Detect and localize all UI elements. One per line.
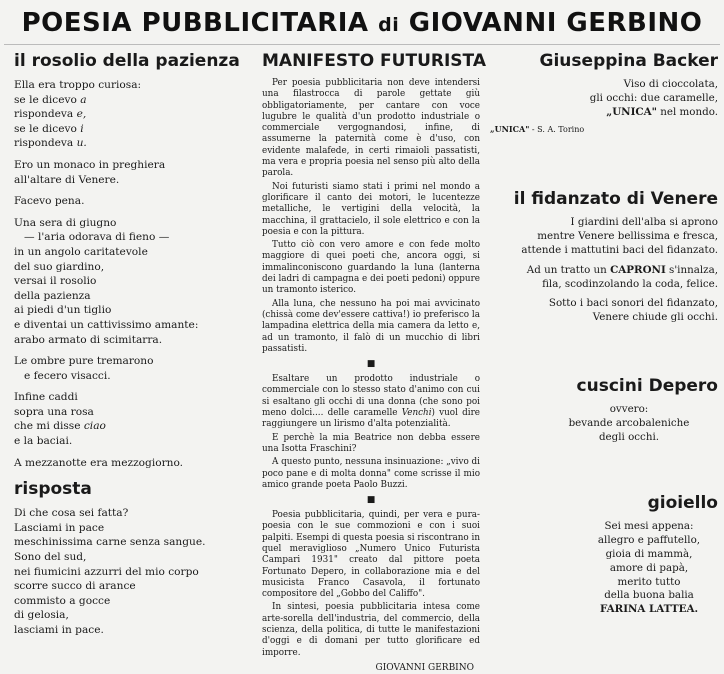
verse-text: nel mondo. — [656, 105, 718, 118]
verse-line: meschinissima carne senza sangue. — [14, 536, 206, 549]
stanza — [14, 158, 252, 187]
brand-credit-text: - S. A. Torino — [529, 125, 585, 135]
paragraph: Noi futuristi siamo stati i primi nel mondo a glorificare il canto dei motori, le lucentezze metalliche, le vertigini della velocità, la macchina, il grattacielo, il sole elettrico e con la poesia e con la pittura. — [262, 181, 480, 237]
verse-line: attende i mattutini baci del fidanzato. — [521, 243, 718, 256]
verse-line: bevande arcobaleniche — [568, 416, 690, 429]
verse-line: ovvero: — [609, 402, 649, 415]
verse-italic: e, — [76, 108, 87, 121]
verse-line: gli occhi: due caramelle, — [589, 91, 718, 104]
verse-line: Sei mesi appena: — [604, 520, 694, 533]
brand-credit-name: „UNICA" — [490, 124, 530, 135]
verse-line: Viso di cioccolata, — [623, 78, 718, 90]
verse-italic: a — [80, 93, 87, 106]
verse-line: e diventai un cattivissimo amante: — [14, 318, 199, 331]
verse-line: scorre succo di arance — [14, 580, 136, 593]
verse-line: Infine caddi — [14, 391, 78, 404]
brand-name: CAPRONI — [610, 263, 666, 276]
verse-line: Sono del sud, — [14, 551, 87, 564]
verse-line: commisto a gocce — [14, 594, 111, 607]
verse-italic: i — [80, 122, 84, 135]
brand-name: FARINA LATTEA. — [599, 603, 699, 616]
stanza — [14, 194, 252, 209]
stanza — [14, 390, 252, 448]
signature: GIOVANNI GERBINO — [375, 662, 474, 673]
verse-line: amore di papà, — [609, 561, 689, 574]
verse-line: Ero un monaco in preghiera — [14, 158, 166, 171]
paragraph: A questo punto, nessuna insinuazione: „vivo di poco pane e di molta donna" come scrisse il mio amico grande poeta Paolo Buzzi. — [262, 457, 480, 490]
poem-title-backer: Giuseppina Backer — [539, 51, 718, 71]
verse-text: rispondeva — [14, 108, 77, 121]
verse-line: A mezzanotte era mezzogiorno. — [14, 456, 184, 469]
verse-line — [490, 264, 718, 278]
verse-line — [14, 107, 252, 122]
verse-italic: u. — [76, 137, 87, 150]
paragraph: Tutto ciò con vero amore e con fede molto maggiore di quei poeti che, ancora oggi, si immalinconiscono guardando la luna (lanterna dei ladri di campagna e dei poeti pedoni) oppure un tramonto isterico. — [262, 240, 480, 296]
brand-credit — [490, 123, 718, 136]
verse-line — [14, 93, 252, 108]
paragraph: Per poesia pubblicitaria non deve intendersi una filastrocca di parole gettate giù obbligatoriamente, per cantare con voce lugubre le qualità d'un prodotto industriale o commerciale vergognandosi, infine, di assumerne la paternità come è d'uso, con evidente malafede, in certi rimaioli passatisti, ma vera e propria poesia nel senso più alto della parola. — [262, 78, 480, 179]
verse-line: versai il rosolio — [14, 275, 97, 288]
paragraph — [262, 374, 480, 430]
title-part-1: POESIA PUBBLICITARIA — [21, 8, 369, 38]
stanza — [540, 403, 718, 444]
poem-title-rosolio: il rosolio della pazienza — [14, 51, 240, 71]
verse-line: lasciami in pace. — [14, 624, 104, 636]
page-title — [6, 6, 718, 40]
verse-line: Sotto i baci sonori del fidanzato, — [548, 297, 718, 310]
verse-line — [14, 136, 252, 151]
verse-line: fila, scodinzolando la coda, felice. — [542, 277, 718, 290]
verse-line: degli occhi. — [598, 430, 660, 443]
verse-text: che mi disse — [14, 420, 84, 433]
verse-line: Le ombre pure tremarono — [14, 355, 154, 368]
verse-line: Di che cosa sei fatta? — [14, 507, 129, 520]
title-rule — [4, 44, 720, 45]
verse-line: Lasciami in pace — [14, 521, 105, 534]
stanza — [14, 78, 252, 151]
section-separator: ■ — [366, 359, 376, 370]
poem-rosolio — [14, 78, 252, 470]
verse-line — [14, 122, 252, 137]
verse-line: di gelosia, — [14, 609, 69, 622]
verse-line: mentre Venere bellissima e fresca, — [537, 230, 718, 243]
verse-text: rispondeva — [14, 137, 77, 150]
paragraph: Poesia pubblicitaria, quindi, per vera e pura-poesia con le sue commozioni e con i suoi palpiti. Esempi di questa poesia si riscontrano in quel meraviglioso „Numero Unico Futurista Campari 1931" creato dal pittore poeta Fortunato Depero, in collaborazione mia e del musicista Franco Casavola, il fortunato compositore del „Gobbo del Califfo". — [262, 510, 480, 600]
poem-risposta — [14, 506, 252, 637]
verse-line: Venere chiude gli occhi. — [592, 311, 718, 324]
poem-backer — [490, 78, 718, 119]
verse-line: sopra una rosa — [14, 405, 94, 418]
poem-title-risposta: risposta — [14, 479, 92, 500]
verse-line: nei fiumicini azzurri del mio corpo — [14, 565, 199, 578]
stanza — [580, 520, 718, 617]
left-column — [14, 50, 252, 645]
stanza — [490, 264, 718, 292]
verse-line: del suo giardino, — [14, 260, 105, 273]
verse-text: se le dicevo — [14, 93, 81, 106]
stanza — [14, 354, 252, 383]
poem-title-gioiello: gioiello — [647, 493, 718, 514]
stanza — [490, 216, 718, 257]
verse-line: — l'aria odorava di fieno — — [24, 231, 170, 244]
stanza — [14, 216, 252, 347]
poem-title-fidanzato: il fidanzato di Venere — [513, 189, 718, 210]
verse-text: se le dicevo — [14, 122, 81, 135]
stanza — [490, 78, 718, 119]
verse-line: I giardini dell'alba si aprono — [570, 216, 718, 229]
verse-text: Ad un tratto un — [526, 263, 611, 276]
poem-fidanzato — [490, 216, 718, 325]
stanza — [14, 506, 252, 637]
verse-line: allegro e paffutello, — [597, 534, 701, 547]
manifesto-title: MANIFESTO FUTURISTA — [262, 51, 486, 71]
verse-line: merito tutto — [617, 575, 681, 588]
verse-line — [14, 419, 252, 434]
brand-name: „UNICA" — [606, 105, 657, 118]
verse-line: ai piedi d'un tiglio — [14, 304, 112, 317]
verse-line: Una sera di giugno — [14, 216, 117, 229]
verse-italic: ciao — [83, 420, 106, 433]
paragraph: Alla luna, che nessuno ha poi mai avvicinato (chissà come dev'essere cattiva!) io preferisco la lampadina elettrica della mia camera da letto e, ad un tramonto, il falò di un mucchio di libri passatisti. — [262, 298, 480, 354]
title-part-2: GIOVANNI GERBINO — [408, 8, 703, 38]
manifesto-text — [262, 78, 480, 674]
right-column — [490, 50, 718, 623]
paragraph: E perchè la mia Beatrice non debba essere una Isotta Fraschini? — [262, 432, 480, 454]
paragraph-text: Esaltare un prodotto industriale o commerciale con lo stesso stato d'animo con cui si esaltano gli occhi di una donna (che sono poi meno dolci.... delle caramelle — [262, 374, 480, 419]
poem-gioiello — [490, 520, 718, 617]
verse-line: gioia di mammà, — [605, 547, 693, 560]
verse-line: arabo armato di scimitarra. — [14, 333, 163, 346]
verse-line: Ella era troppo curiosa: — [14, 79, 142, 91]
verse-line: Facevo pena. — [14, 195, 85, 208]
stanza — [490, 297, 718, 325]
paragraph-italic: Venchi — [401, 408, 432, 419]
middle-column — [262, 50, 486, 674]
poem-cuscini — [490, 403, 718, 444]
section-separator: ■ — [366, 495, 376, 506]
verse-line: e la baciai. — [14, 435, 73, 448]
poem-title-cuscini: cuscini Depero — [576, 375, 718, 396]
verse-line: e fecero visacci. — [24, 369, 111, 382]
verse-line: all'altare di Venere. — [14, 173, 120, 186]
verse-line: della buona balia — [604, 589, 694, 602]
verse-line — [490, 106, 718, 120]
paragraph-text: ) vuol dire raggiungere un lirismo d'alta potenzialità. — [262, 408, 480, 430]
verse-text: s'innalza, — [665, 263, 718, 276]
paragraph: In sintesi, poesia pubblicitaria intesa come arte-sorella dell'industria, del commercio, della scienza, della politica, di tutte le manifestazioni d'oggi e di domani per tutto glorificare ed imporre. — [262, 602, 480, 658]
stanza — [14, 456, 252, 471]
verse-line: della pazienza — [14, 289, 91, 302]
title-di: di — [378, 14, 400, 36]
verse-line: in un angolo caritatevole — [14, 245, 148, 258]
